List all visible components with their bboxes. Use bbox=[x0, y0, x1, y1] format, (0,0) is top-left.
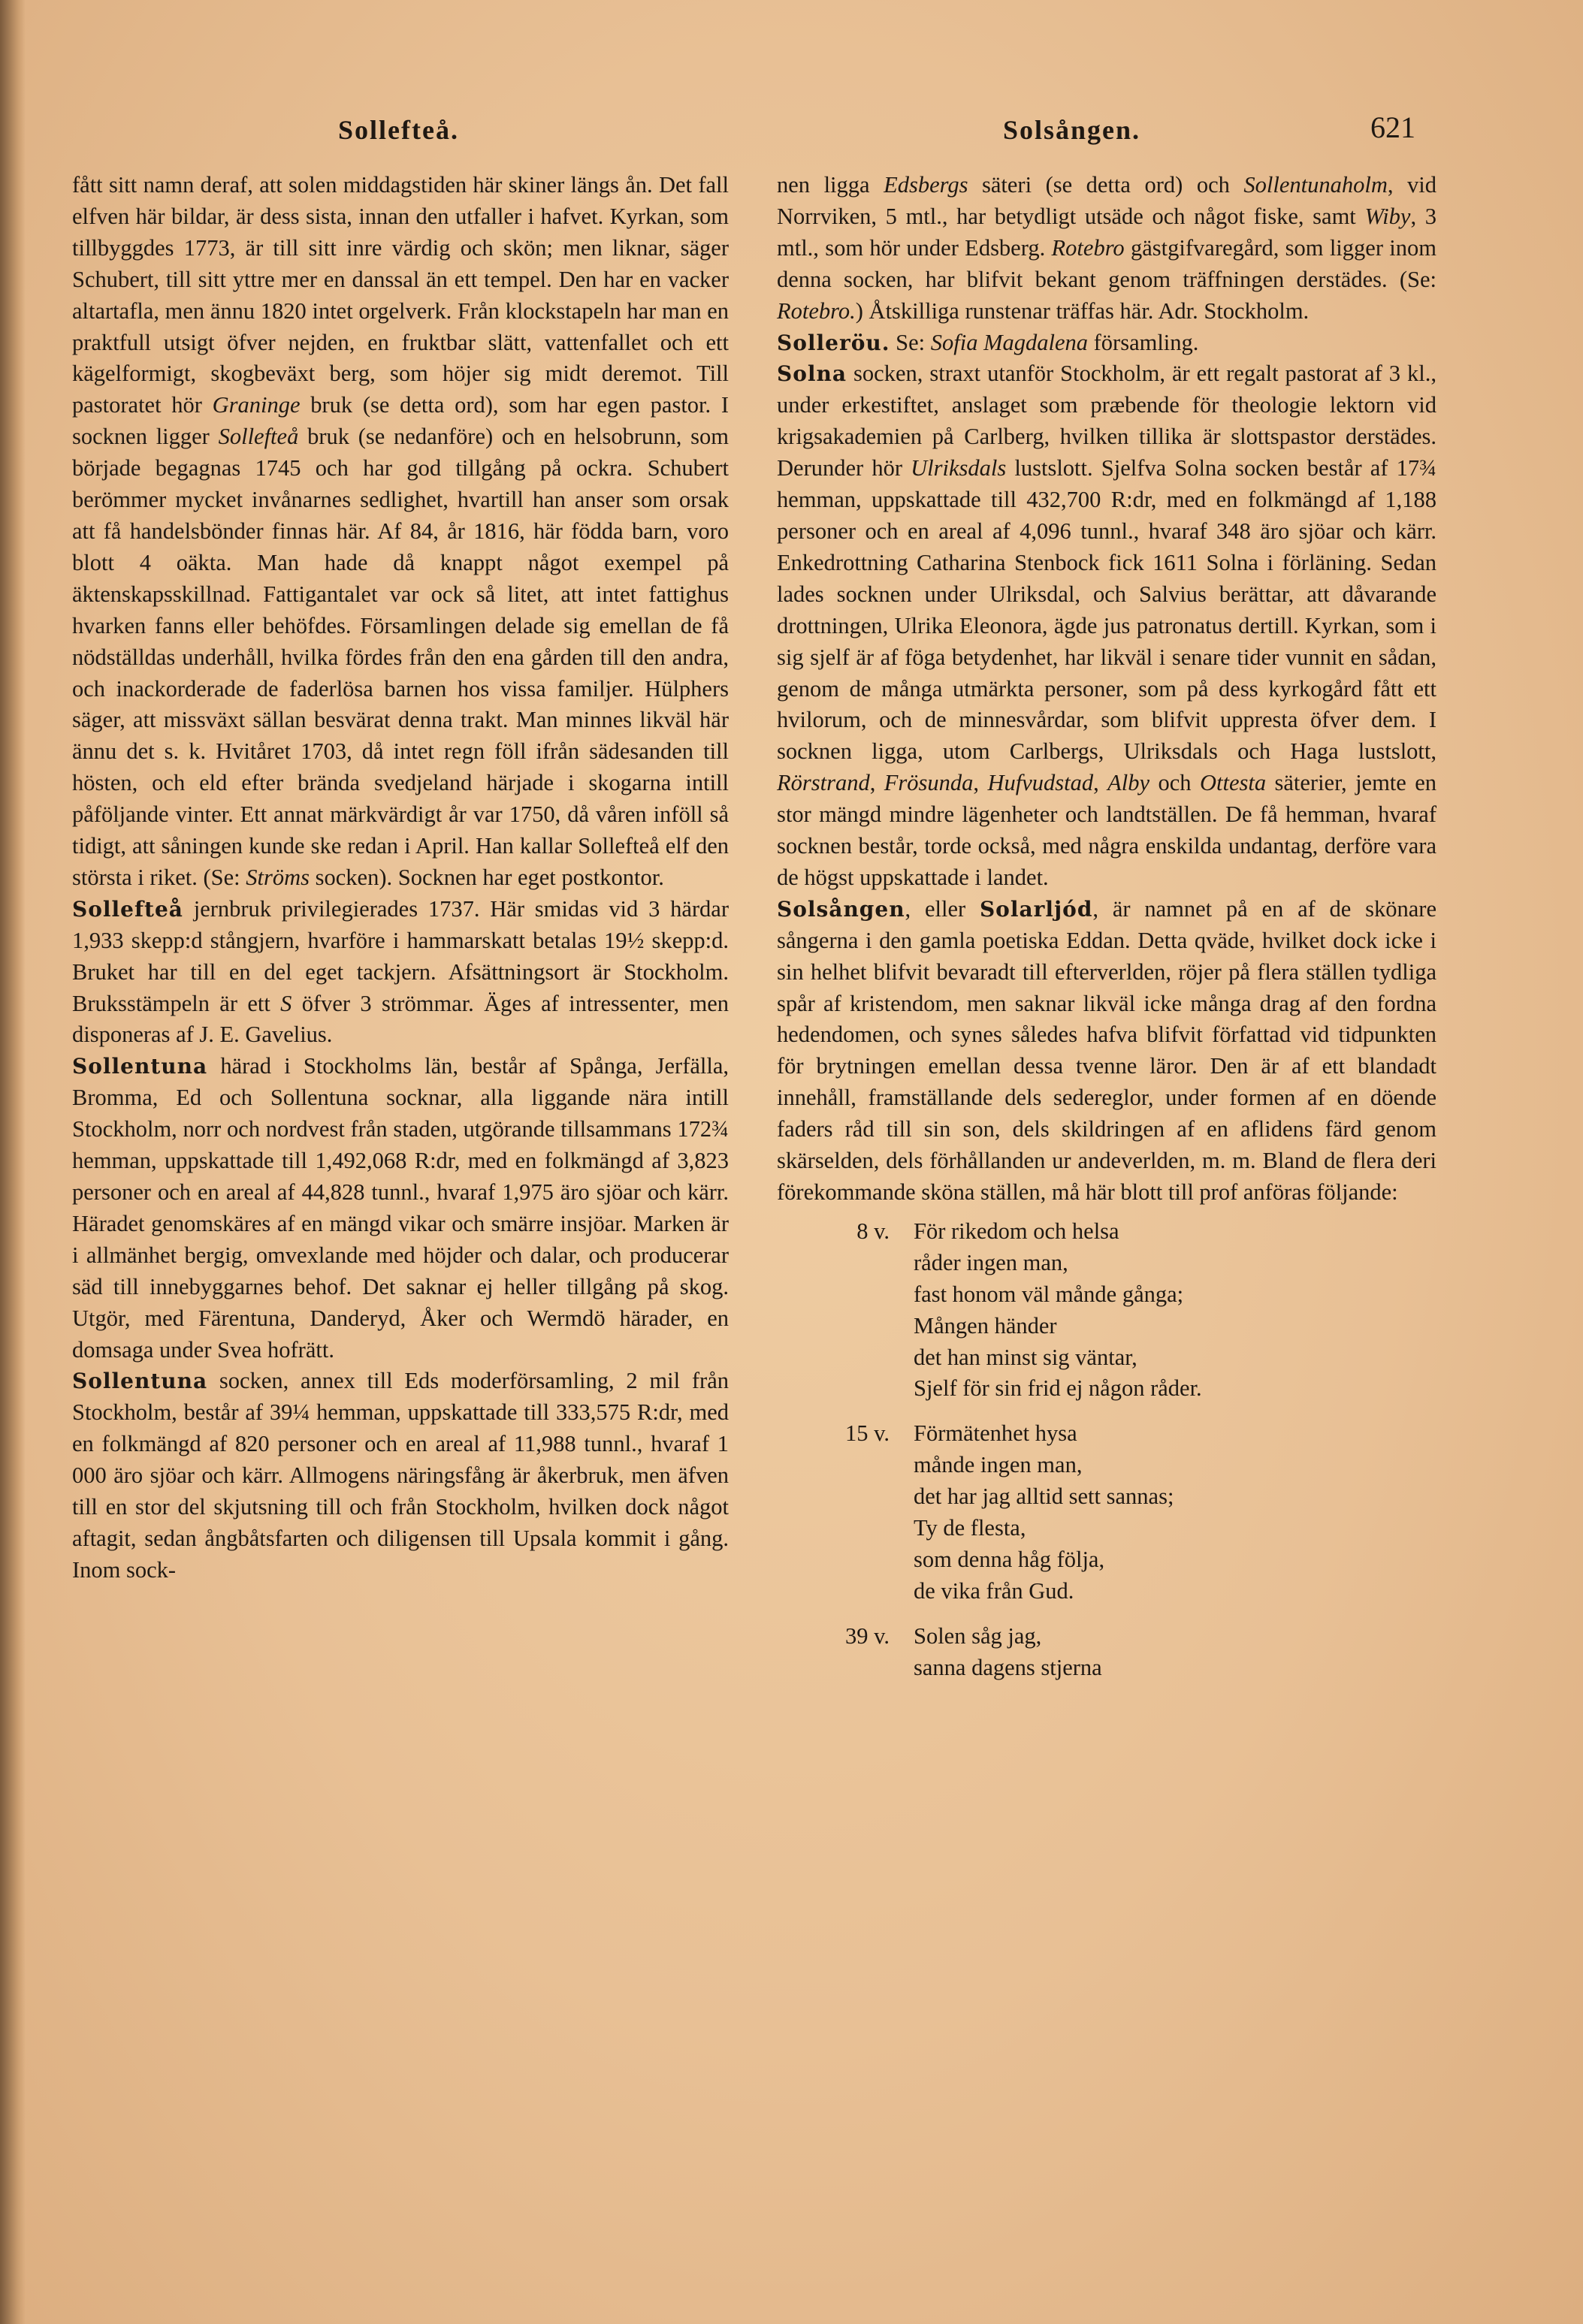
right-column bbox=[777, 170, 1436, 1698]
stanza bbox=[777, 1621, 1436, 1684]
entry-solsangen: Solsången, eller Solarljód, är namnet på en af de skönare sångerna i den gamla poetiska Eddan. Detta qväde, hvilket dock icke i sin helhet blifvit bevaradt till efterverlden, röjer på flera ställen tydliga spår af kristendom, men saknar likväl icke många drag af den fordna hedendomen, och synes således hafva blifvit författad vid tidpunkten för brytningen emellan dessa tvenne läror. Den är af ett blandadt innehåll, framställande dels sedereglor, under formen af en döende faders råd till sin son, dels skildringen af en aflidens färd genom skärselden, dels förhållanden ur andeverlden, m. m. Bland de flera deri förekommande sköna ställen, må här blott till prof anföras följande: bbox=[777, 895, 1436, 1205]
poem-excerpt bbox=[777, 1216, 1436, 1684]
verse-line: de vika från Gud. bbox=[914, 1577, 1074, 1604]
entry-sollentuna-harad: Sollentuna härad i Stockholms län, består af Spånga, Jerfälla, Bromma, Ed och Sollentuna socknar, alla liggande nära intill Stockholm, norr och nordvest från staden, utgörande tillsammans 172¾ hemman, uppskattade till 1,492,068 R:dr, med en folkmängd af 3,823 personer och en areal af 44,828 tunnl., hvaraf 1,975 äro sjöar och kärr. Häradet genomskäres af en mängd vikar och smärre insjöar. Marken är i allmänhet bergig, omvexlande med höjder och dalar, och producerar säd till innebyggarnes behof. Det saknar ej heller tillgång på skog. Utgör, med Färentuna, Danderyd, Åker och Wermdö härader, en domsaga under Svea hofrätt. bbox=[72, 1053, 729, 1363]
verse-line: det han minst sig väntar, bbox=[914, 1344, 1137, 1370]
entry-headword: Sollentuna bbox=[72, 1054, 208, 1079]
entry-solleron: Solleröu. Se: Sofia Magdalena församling. bbox=[777, 329, 1199, 355]
stanza bbox=[777, 1216, 1436, 1405]
entry-headword: Sollefteå bbox=[72, 896, 183, 922]
verse-line: Ty de flesta, bbox=[914, 1515, 1026, 1541]
entry-headword: Solna bbox=[777, 361, 847, 387]
entry-headword: Solsången bbox=[777, 896, 905, 922]
entry-sollentuna-socken: Sollentuna socken, annex till Eds moderförsamling, 2 mil från Stockholm, består af 39¼ hemman, uppskattade till 333,575 R:dr, med en folkmängd af 820 personer och en areal af 11,988 tunnl., hvaraf 1 000 äro sjöar och kärr. Allmogens näringsfång är åkerbruk, men äfven till en stor del skjutsning till och från Stockholm, hvilken dock något aftagit, sedan ångbåtsfarten och diligensen till Upsala kommit i gång. Inom sock- bbox=[72, 1368, 729, 1583]
verse-line: som denna håg följa, bbox=[914, 1546, 1105, 1572]
left-column bbox=[72, 170, 729, 1586]
stanza bbox=[777, 1418, 1436, 1607]
verse-line: råder ingen man, bbox=[914, 1249, 1068, 1275]
entry-sollentuna-continuation: nen ligga Edsbergs säteri (se detta ord) och Sollentunaholm, vid Norrviken, 5 mtl., har betydligt utsäde och något fiske, samt Wiby, 3 mtl., som hör under Edsberg. Rotebro gästgifvaregård, som ligger inom denna socken, har blifvit bekant genom träffningen derstädes. (Se: Rotebro.) Åtskilliga runstenar träffas här. Adr. Stockholm. bbox=[777, 172, 1437, 324]
verse-number: 8 v. bbox=[856, 1218, 890, 1244]
verse-line: Mången händer bbox=[914, 1312, 1057, 1339]
entry-headword: Solleröu. bbox=[777, 330, 890, 355]
entry-solna: Solna socken, straxt utanför Stockholm, är ett regalt pastorat af 3 kl., under erkestiftet, anslaget som præbende för theologie lektorn vid krigsakademien på Carlberg, hvilken tillika är slottspastor derstädes. Derunder hör Ulriksdals lustslott. Sjelfva Solna socken består af 17¾ hemman, uppskattade till 432,700 R:dr, med en folkmängd af 1,188 personer och en areal af 4,096 tunnl., hvaraf 348 äro sjöar och kärr. Enkedrottning Catharina Stenbock fick 1611 Solna i förläning. Sedan lades socknen under Ulriksdal, och Salvius berättar, att dåvarande drottningen, Ulrika Eleonora, ägde jus patronatus dertill. Kyrkan, som i sig sjelf är af föga betydenhet, har likväl i senare tider vunnit en sådan, genom de många utmärkta personer, som på dess kyrkogård fått ett hvilorum, och de minnesvårdar, som blifvit uppresta öfver dem. I socknen ligga, utom Carlbergs, Ulriksdals och Haga lustslott, Rörstrand, Frösunda, Hufvudstad, Alby och Ottesta säterier, jemte en stor mängd mindre lägenheter och landtställen. De få hemman, hvaraf socknen består, torde också, med några enskilda undantag, derföre vara de högst uppskattade i landet. bbox=[777, 361, 1437, 890]
verse-number: 39 v. bbox=[844, 1622, 890, 1649]
page-number: 621 bbox=[1370, 110, 1415, 144]
verse-line: månde ingen man, bbox=[914, 1452, 1083, 1478]
entry-sollefte-continuation: fått sitt namn deraf, att solen middagstiden här skiner längs ån. Det fall elfven här bildar, är dess sista, innan den utfaller i hafvet. Kyrkan, som tillbyggdes 1773, är till sitt inre värdig och skön; men liknar, säger Schubert, till sitt yttre mer en danssal än ett tempel. Den har en vacker altartafla, men ännu 1820 intet orgelverk. Från klockstapeln har man en praktfull utsigt öfver nejden, en fruktbar slätt, vattenfallet och ett kägelformigt, skogbeväxt berg, som höjer sig midt deremot. Till pastoratet hör Graninge bruk (se detta ord), som har egen pastor. I socknen ligger Sollefteå bruk (se nedanföre) och en helsobrunn, som började begagnas 1745 och har god tillgång på ockra. Schubert berömmer mycket invånarnes sedlighet, hvartill han anser som orsak att få handelsbönder finnas här. Af 84, år 1816, här födda barn, voro blott 4 oäkta. Man hade då knappt något exempel på äktenskapsskillnad. Fattigantalet var ock så litet, att intet fattighus hvarken fanns eller behöfdes. Församlingen delade sig emellan de få nödställdas underhåll, hvilka fördes från den ena gården till den andra, och inackorderade de faderlösa barnen hos vissa familjer. Hülphers säger, att missväxt sällan besvärat denna trakt. Man minnes likväl här ännu det s. k. Hvitåret 1703, då intet regn föll ifrån sädesanden till hösten, och eld efter brända svedjeland härjade i skogarna intill påföljande vinter. Ett annat märkvärdigt år var 1750, då våren inföll så tidigt, att såningen kunde ske redan i April. Han kallar Sollefteå elf den största i riket. (Se: Ströms socken). Socknen har eget postkontor. bbox=[72, 172, 730, 890]
verse-number: 15 v. bbox=[844, 1420, 890, 1447]
entry-sollefte-jernbruk: Sollefteå jernbruk privilegierades 1737. Här smidas vid 3 härdar 1,933 skepp:d stångjern, hvarföre i hammarskatt betalas 19½ skepp:d. Bruket har till en del eget tackjern. Afsättningsort är Stockholm. Bruksstämpeln är ett S öfver 3 strömmar. Äges af intressenter, men disponeras af J. E. Gavelius. bbox=[72, 895, 729, 1048]
verse-line: För rikedom och helsa bbox=[914, 1218, 1119, 1244]
verse-line: det har jag alltid sett sannas; bbox=[914, 1483, 1174, 1510]
verse-line: sanna dagens stjerna bbox=[914, 1654, 1102, 1680]
running-header-left: Sollefteå. bbox=[338, 115, 459, 145]
verse-line: Sjelf för sin frid ej någon råder. bbox=[914, 1375, 1202, 1402]
verse-line: fast honom väl månde gånga; bbox=[914, 1281, 1184, 1307]
entry-headword: Sollentuna bbox=[72, 1369, 208, 1394]
page-gutter-shadow bbox=[0, 0, 26, 2324]
verse-line: Solen såg jag, bbox=[914, 1622, 1042, 1649]
verse-line: Förmätenhet hysa bbox=[914, 1420, 1077, 1447]
running-header-center: Solsången. bbox=[1003, 115, 1141, 145]
entry-headword: Solarljód bbox=[979, 896, 1093, 922]
